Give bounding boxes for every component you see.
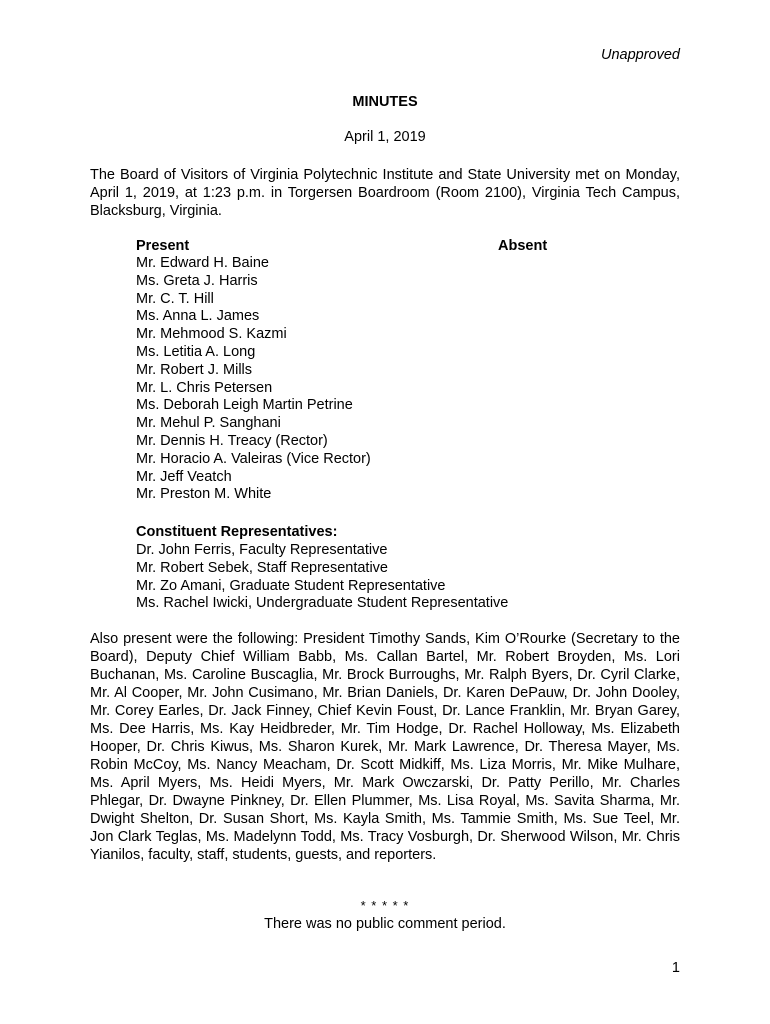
intro-paragraph: The Board of Visitors of Virginia Polytechnic Institute and State University met on Monday, April 1, 2019, at 1:23 p.m. in Torgersen Boardroom (Room 2100), Virginia Tech Campus, Blacksburg, Virginia. bbox=[90, 167, 680, 219]
present-member: Mr. Dennis H. Treacy (Rector) bbox=[136, 432, 328, 449]
meeting-date: April 1, 2019 bbox=[344, 129, 426, 145]
present-member: Mr. Mehul P. Sanghani bbox=[136, 415, 281, 432]
present-member: Mr. Edward H. Baine bbox=[136, 255, 269, 271]
public-comment-note: There was no public comment period. bbox=[264, 916, 506, 932]
absent-heading: Absent bbox=[498, 238, 548, 254]
also-present-paragraph: Also present were the following: President Timothy Sands, Kim O’Rourke (Secretary to the Board), Deputy Chief William Babb, Ms. Callan Bartel, Mr. Robert Broyden, Ms. Lori Buchanan, Ms. Caroline Buscaglia, Mr. Brock Burroughs, Mr. Ralph Byers, Dr. Cyril Clarke, Mr. Al Cooper, Mr. John Cusimano, Mr. Brian Daniels, Dr. Karen DePauw, Dr. John Dooley, Mr. Corey Earles, Dr. Jack Finney, Chief Kevin Foust, Dr. Lance Franklin, Mr. Bryan Garey, Ms. Dee Harris, Ms. Kay Heidbreder, Mr. Tim Hodge, Dr. Rachel Holloway, Ms. Elizabeth Hooper, Dr. Chris Kiwus, Ms. Sharon Kurek, Mr. Mark Lawrence, Dr. Theresa Mayer, Ms. Robin McCoy, Ms. Nancy Meacham, Dr. Scott Midkiff, Ms. Liza Morris, Mr. Mike Mulhare, Ms. April Myers, Ms. Heidi Myers, Mr. Mark Owczarski, Dr. Patty Perillo, Mr. Charles Phlegar, Dr. Dwayne Pinkney, Dr. Ellen Plummer, Ms. Lisa Royal, Ms. Savita Sharma, Mr. Dwight Shelton, Dr. Susan Short, Ms. Kayla Smith, Ms. Tammie Smith, Ms. Sue Teel, Mr. Jon Clark Teglas, Ms. Madelynn Todd, Ms. Tracy Vosburgh, Dr. Sherwood Wilson, Mr. Chris Yianilos, faculty, staff, students, guests, and reporters. bbox=[90, 631, 680, 863]
present-member: Mr. Horacio A. Valeiras (Vice Rector) bbox=[136, 450, 371, 467]
constituent-heading: Constituent Representatives: bbox=[136, 524, 338, 540]
present-member: Mr. Preston M. White bbox=[136, 486, 272, 503]
present-member: Ms. Anna L. James bbox=[136, 308, 260, 325]
present-member: Mr. Robert J. Mills bbox=[136, 361, 253, 378]
present-member: Ms. Letitia A. Long bbox=[136, 343, 256, 360]
document-title: MINUTES bbox=[352, 94, 418, 110]
constituent-member: Dr. John Ferris, Faculty Representative bbox=[136, 542, 388, 558]
section-separator: * * * * * bbox=[360, 898, 410, 913]
present-list bbox=[136, 255, 371, 504]
present-member: Ms. Greta J. Harris bbox=[136, 272, 258, 289]
present-member: Mr. Mehmood S. Kazmi bbox=[136, 326, 287, 343]
present-member: Mr. Jeff Veatch bbox=[136, 468, 232, 485]
constituent-list bbox=[136, 542, 508, 613]
present-member: Ms. Deborah Leigh Martin Petrine bbox=[136, 397, 353, 414]
constituent-member: Mr. Robert Sebek, Staff Representative bbox=[136, 559, 389, 576]
page-number: 1 bbox=[671, 960, 680, 976]
constituent-member: Mr. Zo Amani, Graduate Student Representative bbox=[136, 577, 446, 594]
present-member: Mr. L. Chris Petersen bbox=[136, 379, 273, 396]
present-heading: Present bbox=[136, 238, 190, 254]
present-member: Mr. C. T. Hill bbox=[136, 290, 214, 307]
document-status: Unapproved bbox=[601, 47, 680, 63]
constituent-member: Ms. Rachel Iwicki, Undergraduate Student Representative bbox=[136, 595, 509, 612]
